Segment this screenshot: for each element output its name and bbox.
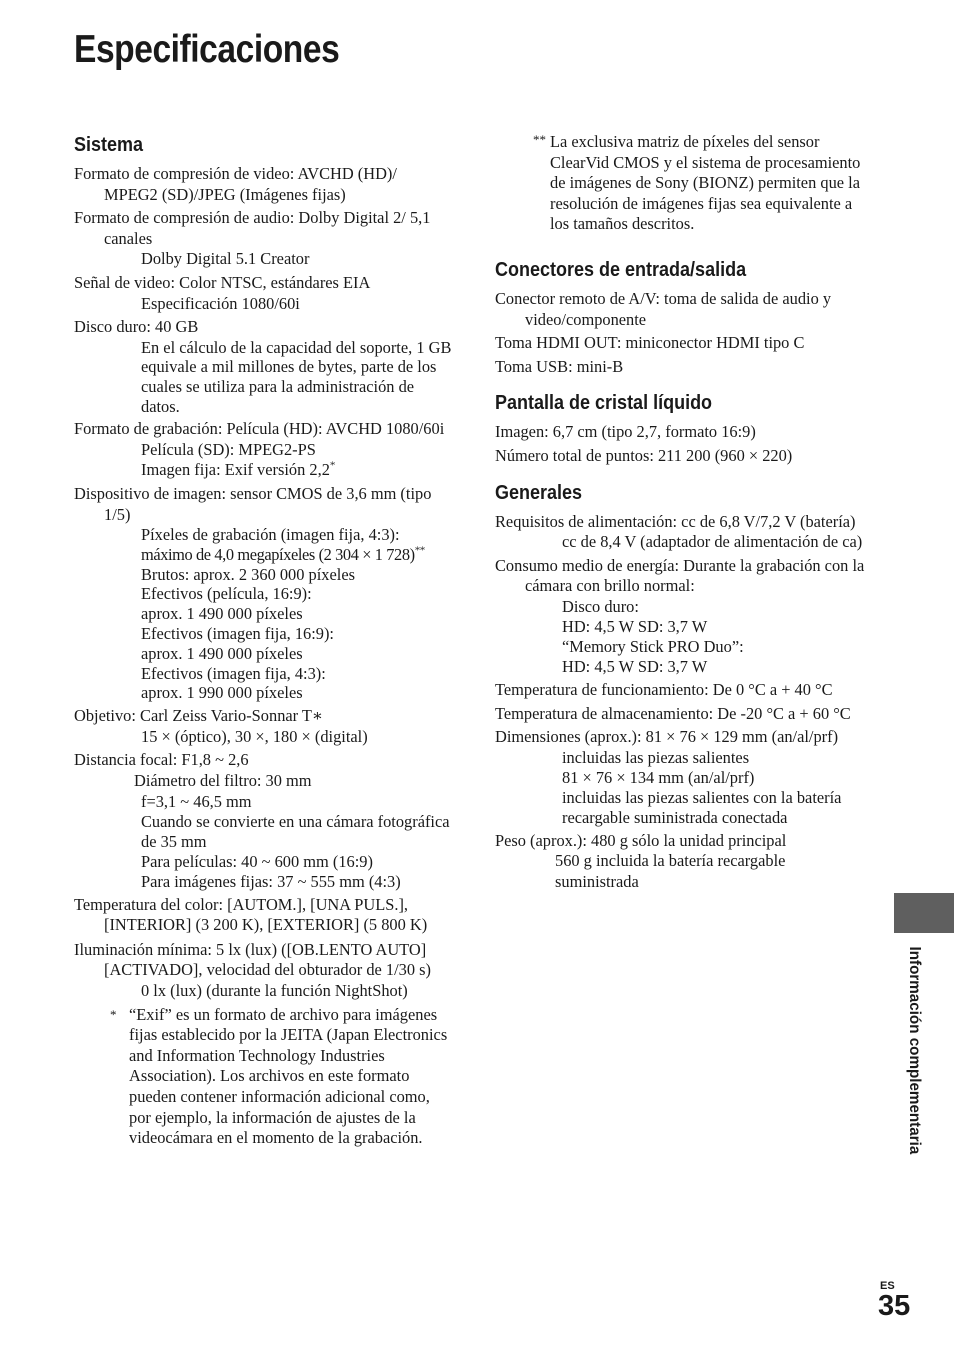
left-column: [74, 132, 454, 1149]
spec-hdmi: Toma HDMI OUT: miniconector HDMI tipo C: [495, 333, 805, 353]
spec-weight: Peso (aprox.): 480 g sólo la unidad principal 560 g incluida la batería recargable suministrada: [495, 830, 787, 891]
spec-storage-temp: Temperatura de almacenamiento: De -20 °C a + 60 °C: [495, 703, 851, 723]
spec-lcd-image: Imagen: 6,7 cm (tipo 2,7, formato 16:9): [495, 422, 756, 442]
spec-min-illumination: Iluminación mínima: 5 lx (lux) ([OB.LENTO AUTO] [ACTIVADO], velocidad del obturador de 1/30 s) 0 lx (lux) (durante la función NightShot): [74, 939, 431, 1001]
spec-image-device: Dispositivo de imagen: sensor CMOS de 3,6 mm (tipo 1/5) Píxeles de grabación (imagen fija, 4:3): máximo de 4,0 megapíxeles (2 304 × 1 728)** Brutos: aprox. 2 360 000 píxeles Efectivos (película, 16:9): aprox. 1 490 000 píxeles Efectivos (imagen fija, 16:9): aprox. 1 490 000 píxeles Efectivos (imagen fija, 4:3): aprox. 1 990 000 píxeles: [74, 483, 432, 703]
spec-audio-format: Formato de compresión de audio: Dolby Digital 2/ 5,1 canales Dolby Digital 5.1 Creator: [74, 208, 431, 269]
footnote-clearvid: ** La exclusiva matriz de píxeles del sensor ClearVid CMOS y el sistema de procesamiento de imágenes de Sony (BIONZ) permiten que la resolución de imágenes fijas sea equivalente a los tamaños descritos.: [533, 132, 861, 234]
spec-hard-disk: Disco duro: 40 GB En el cálculo de la capacidad del soporte, 1 GB equivale a mil millones de bytes, parte de los cuales se utiliza para la administración de datos.: [74, 317, 452, 416]
section-heading-generales: Generales: [495, 481, 583, 504]
side-section-label: Información complementaria: [906, 946, 923, 1155]
spec-lcd-dots: Número total de puntos: 211 200 (960 × 220): [495, 445, 793, 465]
spec-video-format: Formato de compresión de video: AVCHD (HD)/ MPEG2 (SD)/JPEG (Imágenes fijas): [74, 164, 397, 204]
spec-recording-format: Formato de grabación: Película (HD): AVCHD 1080/60i Película (SD): MPEG2-PS Imagen fija: Exif versión 2,2*: [74, 419, 445, 480]
spec-power: Requisitos de alimentación: cc de 6,8 V/7,2 V (batería) cc de 8,4 V (adaptador de alimentación de ca): [495, 511, 863, 552]
right-column: [495, 132, 870, 895]
spec-usb: Toma USB: mini-B: [495, 356, 624, 376]
spec-video-signal: Señal de video: Color NTSC, estándares EIA Especificación 1080/60i: [74, 272, 371, 313]
section-tab-marker: [894, 893, 954, 933]
spec-lens: Objetivo: Carl Zeiss Vario-Sonnar T∗ 15 × (óptico), 30 ×, 180 × (digital): [74, 706, 368, 746]
section-heading-conectores: Conectores de entrada/salida: [495, 258, 747, 281]
section-heading-pantalla: Pantalla de cristal líquido: [495, 392, 713, 415]
page-title: Especificaciones: [74, 28, 340, 71]
spec-consumption: Consumo medio de energía: Durante la grabación con la cámara con brillo normal: Disco duro: HD: 4,5 W SD: 3,7 W “Memory Stick PRO Duo”: HD: 4,5 W SD: 3,7 W: [495, 555, 865, 676]
spec-av-connector: Conector remoto de A/V: toma de salida de audio y video/componente: [495, 288, 832, 329]
page-number: 35: [878, 1290, 911, 1322]
spec-color-temperature: Temperatura del color: [AUTOM.], [UNA PULS.], [INTERIOR] (3 200 K), [EXTERIOR] (5 800 K): [74, 894, 428, 935]
language-code: ES: [880, 1280, 895, 1292]
section-heading-sistema: Sistema: [74, 134, 144, 156]
footnote-exif: * “Exif” es un formato de archivo para imágenes fijas establecido por la JEITA (Japan Electronics and Information Technology Industries Association). Los archivos en este formato pueden contener información adicional como, por ejemplo, la información de ajustes de la videocámara en el momento de la grabación.: [110, 1004, 448, 1148]
spec-operating-temp: Temperatura de funcionamiento: De 0 °C a + 40 °C: [495, 679, 833, 699]
spec-focal-length: Distancia focal: F1,8 ~ 2,6 Diámetro del filtro: 30 mm f=3,1 ~ 46,5 mm Cuando se convierte en una cámara fotográfica de 35 mm Para películas: 40 ~ 600 mm (16:9) Para imágenes fijas: 37 ~ 555 mm (4:3): [74, 750, 450, 891]
spec-dimensions: Dimensiones (aprox.): 81 × 76 × 129 mm (an/al/prf) incluidas las piezas salientes 81 × 76 × 134 mm (an/al/prf) incluidas las piezas salientes con la batería recargable suministrada conectada: [495, 727, 842, 827]
